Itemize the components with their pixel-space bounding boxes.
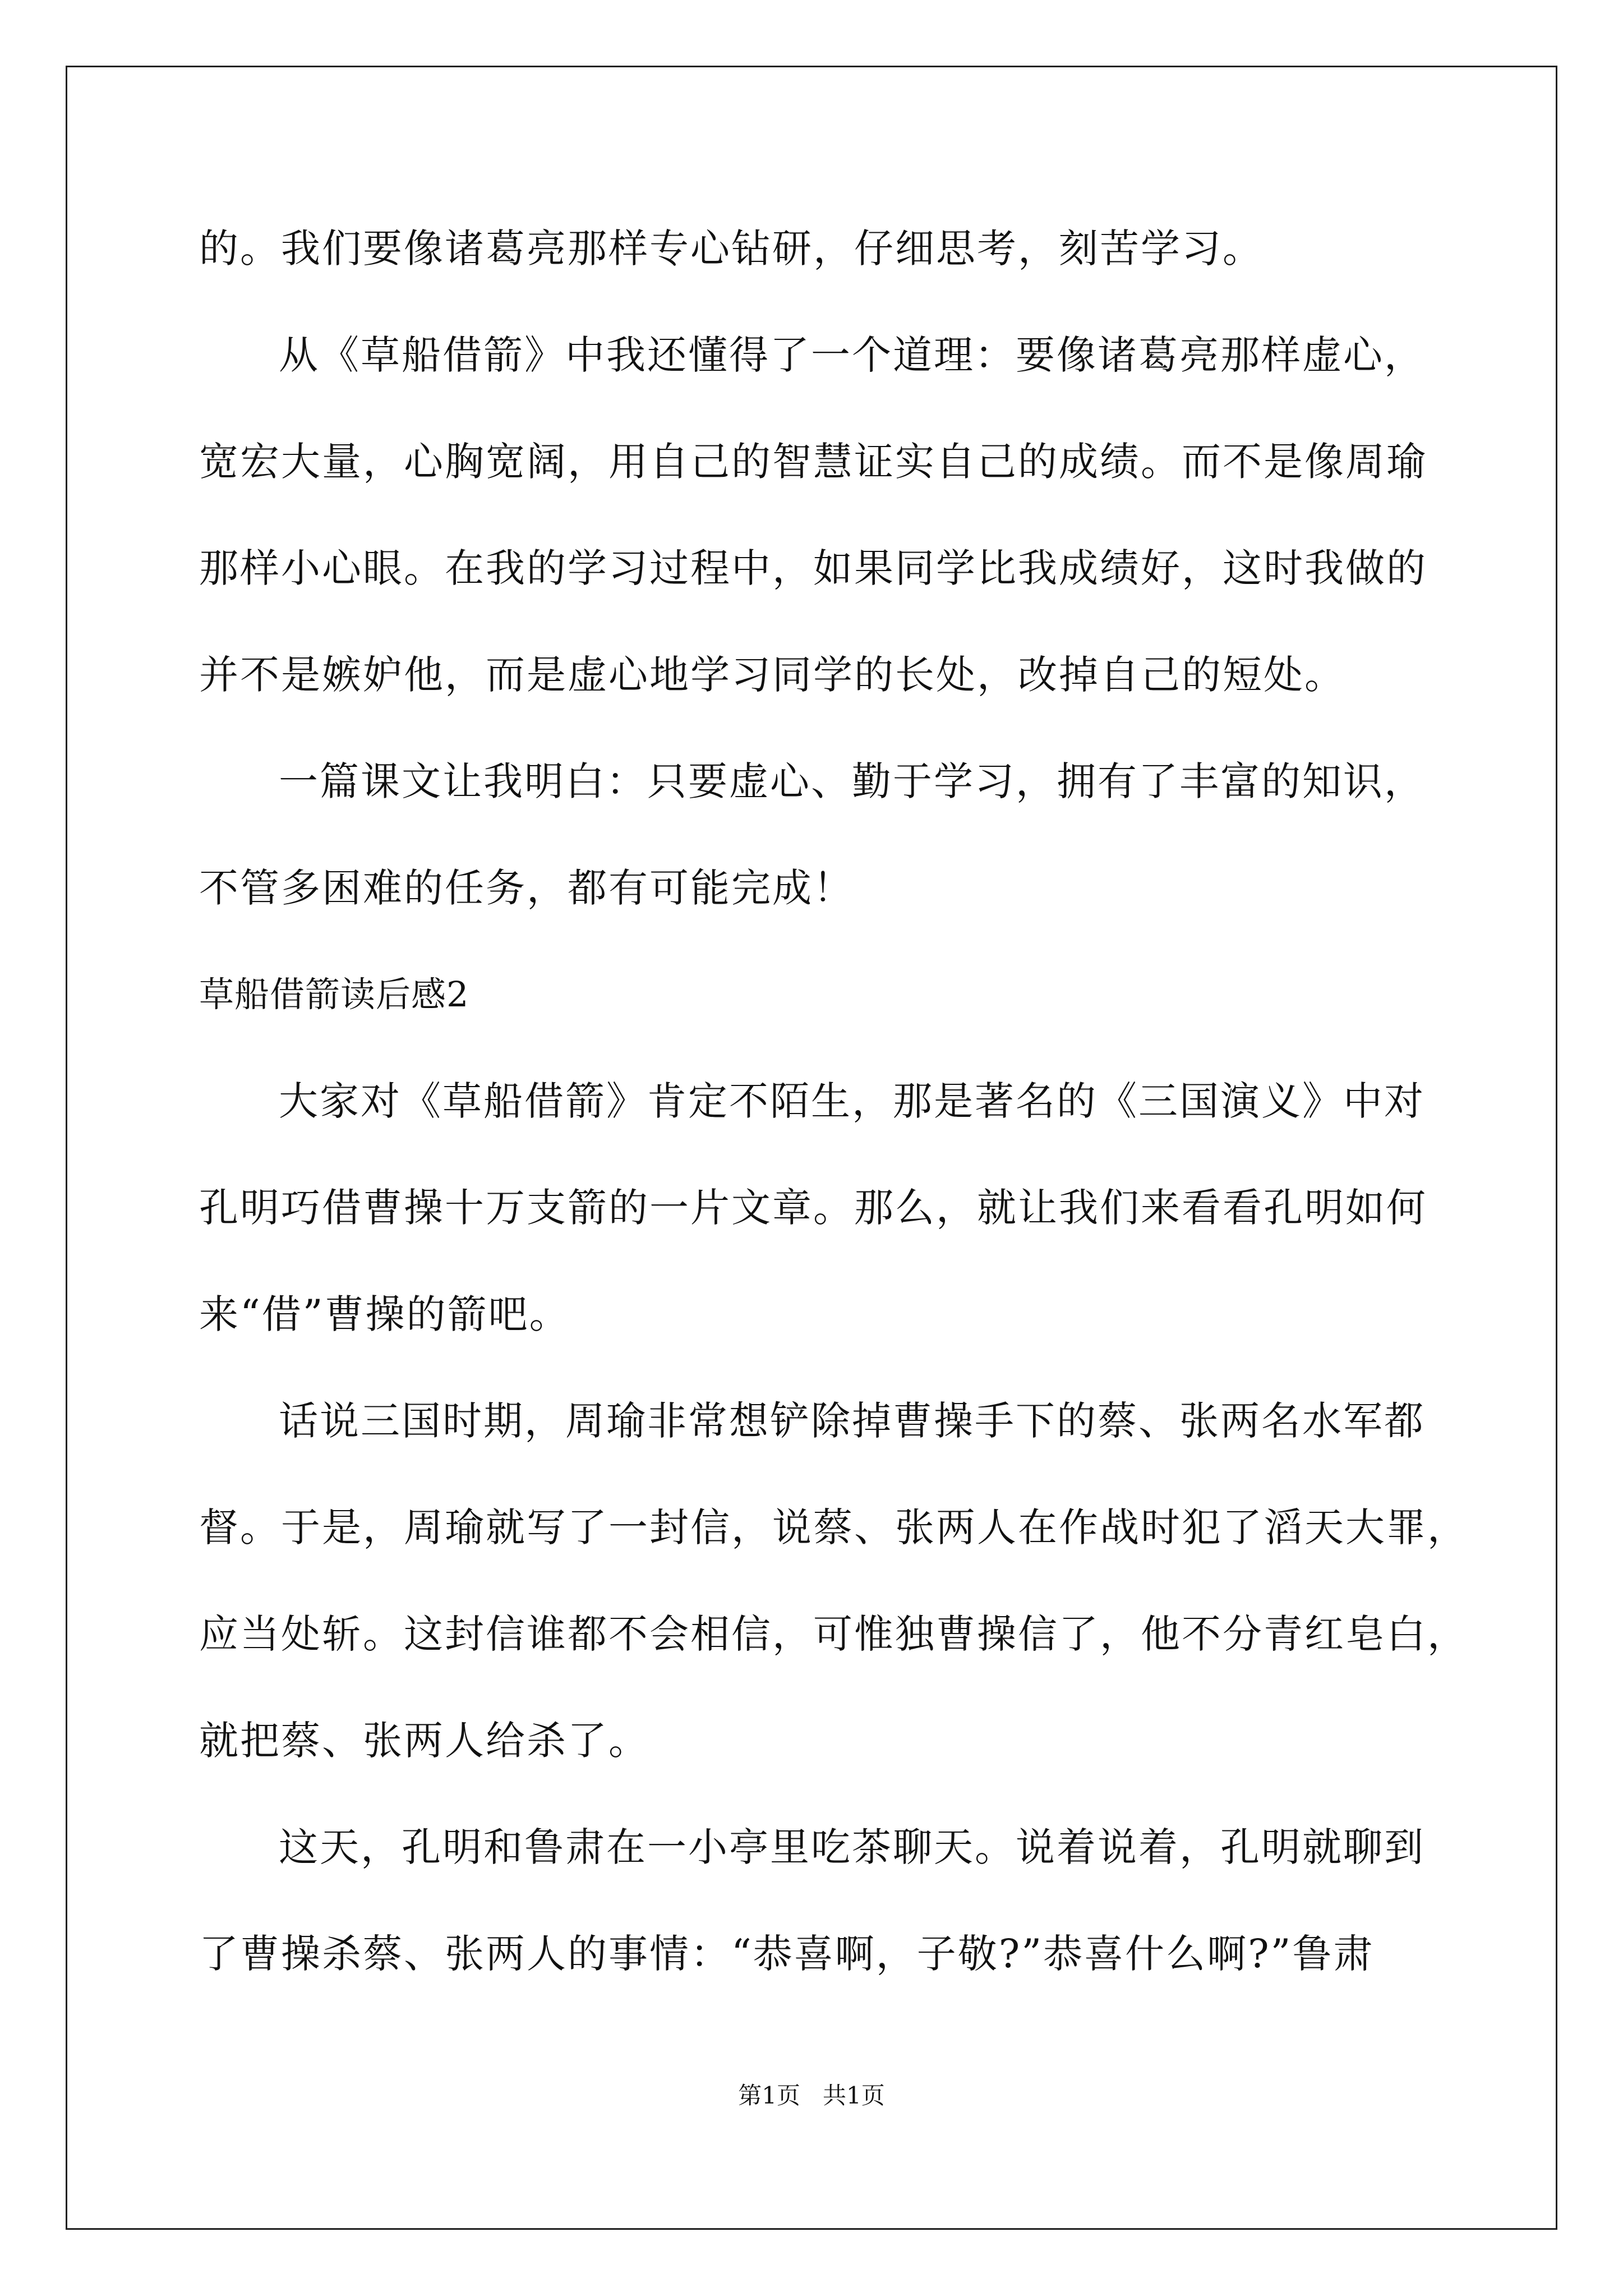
text-line: 督。于是，周瑜就写了一封信，说蔡、张两人在作战时犯了滔天大罪， xyxy=(199,1504,1468,1550)
text-line: 大家对《草船借箭》肯定不陌生，那是著名的《三国演义》中对 xyxy=(279,1078,1425,1124)
text-line: 话说三国时期，周瑜非常想铲除掉曹操手下的蔡、张两名水军都 xyxy=(279,1398,1425,1444)
text-line: 孔明巧借曹操十万支箭的一片文章。那么，就让我们来看看孔明如何 xyxy=(199,1185,1427,1231)
text-line: 从《草船借箭》中我还懂得了一个道理：要像诸葛亮那样虚心， xyxy=(279,332,1425,378)
text-line: 就把蔡、张两人给杀了。 xyxy=(199,1718,649,1764)
page-footer: 第1页 共1页 xyxy=(738,2082,885,2109)
page-border xyxy=(66,66,1557,2230)
section-heading: 草船借箭读后感2 xyxy=(199,974,469,1015)
text-line: 一篇课文让我明白：只要虚心、勤于学习，拥有了丰富的知识， xyxy=(279,758,1425,804)
text-line: 那样小心眼。在我的学习过程中，如果同学比我成绩好，这时我做的 xyxy=(199,545,1427,591)
text-line: 宽宏大量，心胸宽阔，用自己的智慧证实自己的成绩。而不是像周瑜 xyxy=(199,439,1427,485)
text-line: 了曹操杀蔡、张两人的事情：“恭喜啊，子敬?”恭喜什么啊?”鲁肃 xyxy=(199,1931,1375,1977)
text-line: 的。我们要像诸葛亮那样专心钻研，仔细思考，刻苦学习。 xyxy=(199,226,1264,272)
text-line: 不管多困难的任务，都有可能完成！ xyxy=(199,865,854,911)
text-line: 这天，孔明和鲁肃在一小亭里吃茶聊天。说着说着，孔明就聊到 xyxy=(279,1824,1425,1870)
text-line: 并不是嫉妒他，而是虚心地学习同学的长处，改掉自己的短处。 xyxy=(199,652,1345,698)
text-line: 来“借”曹操的箭吧。 xyxy=(199,1291,570,1337)
text-line: 应当处斩。这封信谁都不会相信，可惟独曹操信了，他不分青红皂白， xyxy=(199,1611,1468,1657)
